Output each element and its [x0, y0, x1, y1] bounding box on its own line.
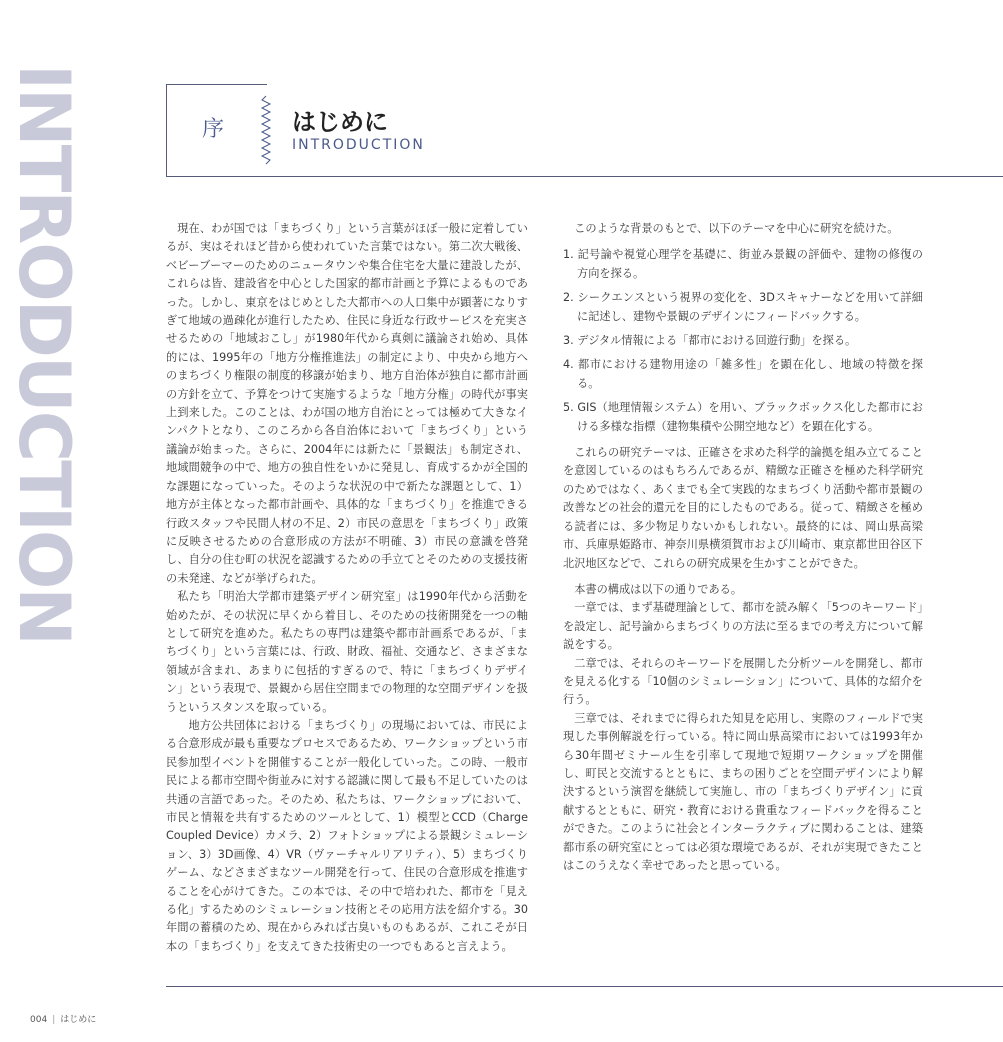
paragraph: 三章では、それまでに得られた知見を応用し、実際のフィールドで実現した事例解説を行っている。特に岡山県高梁市においては1993年から30年間ゼミナール生を引率して現地で短期ワークショップを開催し、町民と交流するとともに、まちの困りごとを空間デザインにより解決するという演習を継続して実施し、市の「まちづくりデザイン」に貢献するとともに、研究・教育における貴重なフィードバックを得ることができた。このように社会とインターラクティブに関わることは、建築都市系の研究室にとっては必須な環境であるが、それが実現できたことはこのうえなく幸せであったと思っている。	[563, 711, 923, 872]
theme-list	[563, 246, 923, 436]
chapter-kanji: 序	[202, 117, 225, 142]
footer-section: はじめに	[60, 1015, 97, 1025]
side-band	[0, 0, 85, 1042]
list-item: 2. シークエンスという視界の変化を、3Dスキャナーなどを用いて詳細に記述し、建物や景観のデザインにフィードバックする。	[563, 291, 923, 323]
paragraph: 二章では、それらのキーワードを展開した分析ツールを開発し、都市を見える化する「10個のシミュレーション」について、具体的な紹介を行う。	[563, 656, 923, 707]
list-item: 4. 都市における建物用途の「雑多性」を顕在化し、地域の特徴を探る。	[563, 358, 923, 390]
page-subtitle: INTRODUCTION	[292, 137, 425, 153]
paragraph: 現在、わが国では「まちづくり」という言葉がほぼ一般に定着しているが、実はそれほど昔から使われていた言葉ではない。第二次大戦後、ベビーブーマーのためのニュータウンや集合住宅を大量に建設したが、これらは皆、建設省を中心とした国家的都市計画と予算によるものであった。しかし、東京をはじめとした大都市への人口集中が顕著になりすぎて地域の過疎化が進行したため、住民に身近な行政サービスを充実させるための「地域おこし」が1980年代から真剣に議論され始め、具体的には、1995年の「地方分権推進法」の制定により、中央から地方へのまちづくり権限の制度的移譲が始まり、地方自治体が独自に都市計画の方針を立て、予算をつけて実施するような「地方分権」の時代が事実上到来した。このことは、わが国の地方自治にとっては極めて大きなインパクトとなり、このころから各自治体において「まちづくり」という議論が始まった。さらに、2004年には新たに「景観法」も制定され、地域間競争の中で、地方の独自性をいかに発見し、育成するかが全国的な課題になっていった。そのような状況の中で新たな課題として、1）地方が主体となった都市計画や、具体的な「まちづくり」を推進できる行政スタッフや民間人材の不足、2）市民の意思を「まちづくり」政策に反映させるための合意形成の方法が不明確、3）市民の意識を啓発し、自分の住む町の状況を認識するための手立てとそのための支援技術の未発達、などが挙げられた。	[166, 222, 528, 585]
footer-separator: |	[52, 1015, 56, 1025]
paragraph: 私たち「明治大学都市建築デザイン研究室」は1990年代から活動を始めたが、その状況に早くから着目し、そのための技術開発を一つの軸として研究を進めた。私たちの専門は建築や都市計画系であるが、「まちづくり」という言葉には、行政、財政、福祉、交通など、さまざまな領域が含まれ、あまりに包括的すぎるので、特に「まちづくりデザイン」という表現で、景観から居住空間までの物理的な空間デザインを扱うというスタンスを取っている。	[166, 590, 528, 714]
footer-rule	[166, 986, 1003, 987]
paragraph: 地方公共団体における「まちづくり」の現場においては、市民による合意形成が最も重要なプロセスであるため、ワークショップという市民参加型イベントを開催することが一般化していった。この時、一般市民による都市空間や街並みに対する認識に関して最も不足していたのは共通の言語であった。そのため、私たちは、ワークショップにおいて、市民と情報を共有するためのツールとして、1）模型とCCD（Charge Coupled Device）カメラ、2）フォトショップによる景観シミュレーション、3）3D画像、4）VR（ヴァーチャルリアリティ）、5）まちづくりゲーム、などさまざまなツール開発を行って、住民の合意形成を推進することを心がけてきた。この本では、その中で培われた、都市を「見える化」するためのシミュレーション技術とその応用方法を紹介する。30年間の蓄積のため、現在からみれば古臭いものもあるが、これこそが日本の「まちづくり」を支えてきた技術史の一つでもあると言えよう。	[166, 718, 528, 953]
page-number: 004	[30, 1015, 48, 1025]
side-title-text: INTRODUCTION	[3, 64, 85, 644]
left-column	[166, 220, 528, 956]
side-title-vertical	[3, 64, 85, 644]
header-rule	[166, 176, 1003, 177]
paragraph: 一章では、まず基礎理論として、都市を読み解く「5つのキーワード」を設定し、記号論からまちづくりの方法に至るまでの考え方について解説をする。	[563, 601, 923, 652]
list-item: 5. GIS（地理情報システム）を用い、ブラックボックス化した都市における多様な指標（建物集積や公開空地など）を顕在化する。	[563, 401, 923, 433]
zigzag-divider-icon	[259, 96, 273, 166]
right-column	[563, 220, 923, 875]
paragraph: このような背景のもとで、以下のテーマを中心に研究を続けた。	[574, 222, 899, 235]
paragraph: 本書の構成は以下の通りである。	[574, 582, 743, 596]
list-item: 3. デジタル情報による「都市における回遊行動」を探る。	[563, 334, 857, 348]
list-item: 1. 記号論や視覚心理学を基礎に、街並み景観の評価や、建物の修復の方向を探る。	[563, 248, 923, 280]
footer	[30, 1012, 96, 1025]
page-title: はじめに	[292, 108, 388, 136]
paragraph: これらの研究テーマは、正確さを求めた科学的論拠を組み立てることを意図しているのはもちろんであるが、精緻な正確さを極めた科学研究のためではなく、あくまでも全て実践的なまちづくり活動や都市景観の改善などの社会的還元を目的にしたものである。従って、精緻さを極める読者には、多少物足りないかもしれない。最終的には、岡山県高梁市、兵庫県姫路市、神奈川県横須賀市および川崎市、東京都世田谷区下北沢地区などで、これらの研究成果を生かすことができた。	[563, 446, 923, 570]
